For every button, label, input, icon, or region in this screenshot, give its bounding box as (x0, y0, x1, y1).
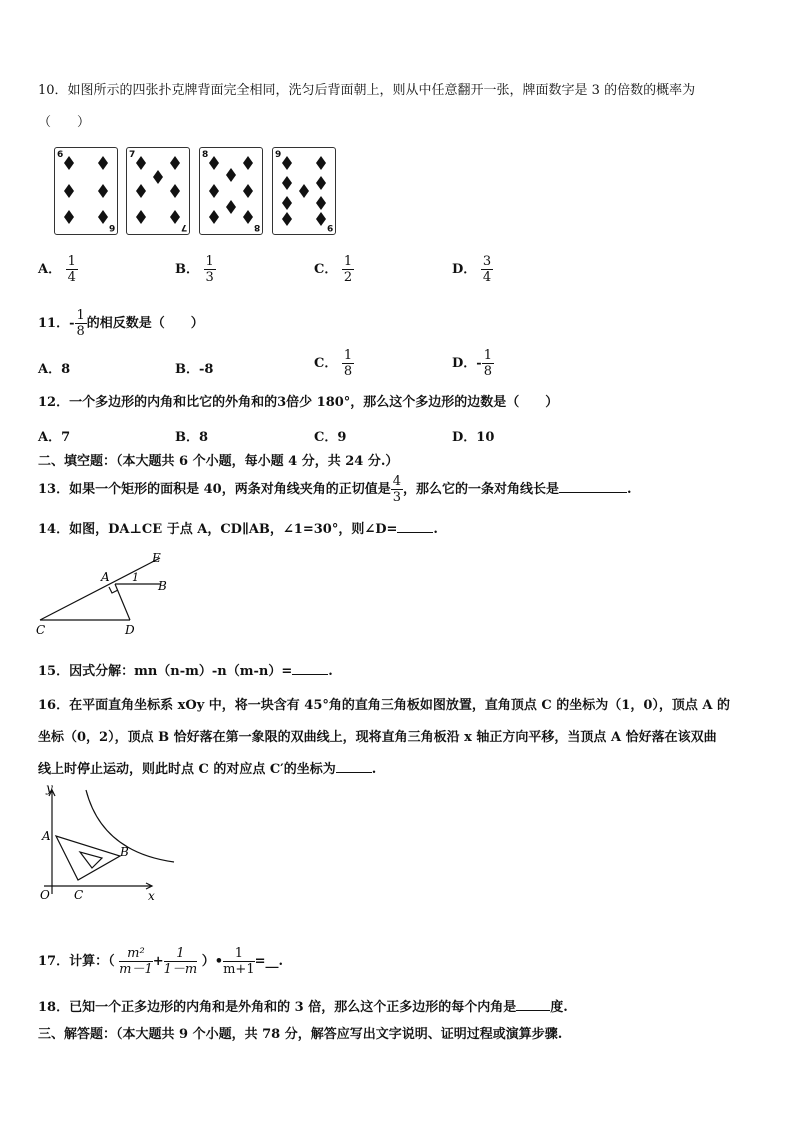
q11-option-b: B．-8 (175, 362, 214, 377)
q12-option-c: C．9 (314, 430, 347, 445)
answer-blank (559, 492, 627, 493)
diamond-pips-icon (55, 148, 117, 234)
label-d: D (125, 623, 135, 637)
card-rank: 9 (275, 150, 282, 160)
q15-text: 15．因式分解：mn（n-m）-n（m-n）= . (38, 664, 333, 679)
q17-text: 17．计算：（ $\frac{\text{m²}}{m-1}$ + $\frac{1}{1-m}$ ）• $\frac{1}{m+1}$ =__. (38, 946, 284, 977)
label-b: B (120, 845, 129, 859)
q18-text: 18．已知一个正多边形的内角和是外角和的 3 倍，那么这个正多边形的每个内角是 度. (38, 1000, 568, 1015)
answer-blank (516, 1010, 550, 1011)
diamond-pips-icon (127, 148, 189, 234)
answer-blank (397, 532, 433, 533)
playing-card-6 (54, 147, 118, 235)
label-c: C (36, 623, 46, 637)
label-y: y (46, 782, 53, 795)
q16-line2: 坐标（0，2），顶点 B 恰好落在第一象限的双曲线上，现将直角三角板沿 x 轴正方向平移，当顶点 A 恰好落在该双曲 (38, 730, 717, 745)
q11-option-a: A．8 (38, 362, 71, 377)
card-rank: 8 (253, 222, 260, 232)
label-angle-1: 1 (132, 571, 139, 584)
card-rank: 8 (202, 150, 209, 160)
q14-figure (30, 548, 180, 640)
label-x: x (148, 889, 155, 903)
q13-text: 13．如果一个矩形的面积是 40，两条对角线夹角的正切值是 $\frac{4}{3}$ ，那么它的一条对角线长是 . (38, 474, 632, 505)
q12-option-a: A．7 (38, 430, 71, 445)
q16-line1: 16．在平面直角坐标系 xOy 中，将一块含有 45°角的直角三角板如图放置，直角顶点 C 的坐标为（1，0），顶点 A 的 (38, 698, 731, 713)
q14-text: 14．如图，DA⊥CE 于点 A，CD∥AB，∠1=30°，则∠D= . (38, 522, 438, 537)
label-o: O (40, 888, 50, 902)
q10-paren: （ ） (38, 115, 91, 130)
q12-option-d: D．10 (452, 430, 495, 445)
label-a: A (42, 829, 51, 843)
card-rank: 7 (180, 222, 187, 232)
q11-option-c: C． $\frac{1}{8}$ (314, 348, 353, 379)
q16-line3: 线上时停止运动，则此时点 C 的对应点 C′的坐标为 . (38, 762, 377, 777)
q10-option-d: D． $\frac{3}{4}$ (452, 254, 492, 285)
q10-option-a: A． $\frac{1}{4}$ (38, 254, 76, 285)
label-e: E (152, 551, 161, 565)
card-rank: 7 (129, 150, 136, 160)
label-b: B (158, 579, 167, 593)
q10-text: 10．如图所示的四张扑克牌背面完全相同，洗匀后背面朝上，则从中任意翻开一张，牌面数字是 3 的倍数的概率为 (38, 83, 696, 98)
card-rank: 6 (108, 222, 115, 232)
q10-option-b: B． $\frac{1}{3}$ (175, 254, 214, 285)
diamond-pips-icon (200, 148, 262, 234)
playing-card-9 (272, 147, 336, 235)
answer-blank (336, 772, 372, 773)
section-2-heading: 二、填空题：（本大题共 6 个小题，每小题 4 分，共 24 分.） (38, 454, 399, 469)
q16-figure (34, 782, 184, 904)
q12-option-b: B．8 (175, 430, 209, 445)
card-rank: 9 (326, 222, 333, 232)
answer-blank (292, 674, 328, 675)
label-a: A (101, 570, 110, 584)
card-rank: 6 (57, 150, 64, 160)
playing-card-8 (199, 147, 263, 235)
label-c: C (74, 888, 84, 902)
playing-card-7 (126, 147, 190, 235)
section-3-heading: 三、解答题：（本大题共 9 个小题，共 78 分，解答应写出文字说明、证明过程或演算步骤. (38, 1027, 563, 1042)
q10-option-c: C． $\frac{1}{2}$ (314, 254, 353, 285)
q12-text: 12．一个多边形的内角和比它的外角和的3倍少 180°，那么这个多边形的边数是（ ） (38, 395, 559, 410)
diamond-pips-icon (273, 148, 335, 234)
q11-text: 11．- $\frac{1}{8}$ 的相反数是（ ） (38, 308, 204, 339)
q11-option-d: D．- $\frac{1}{8}$ (452, 348, 492, 379)
